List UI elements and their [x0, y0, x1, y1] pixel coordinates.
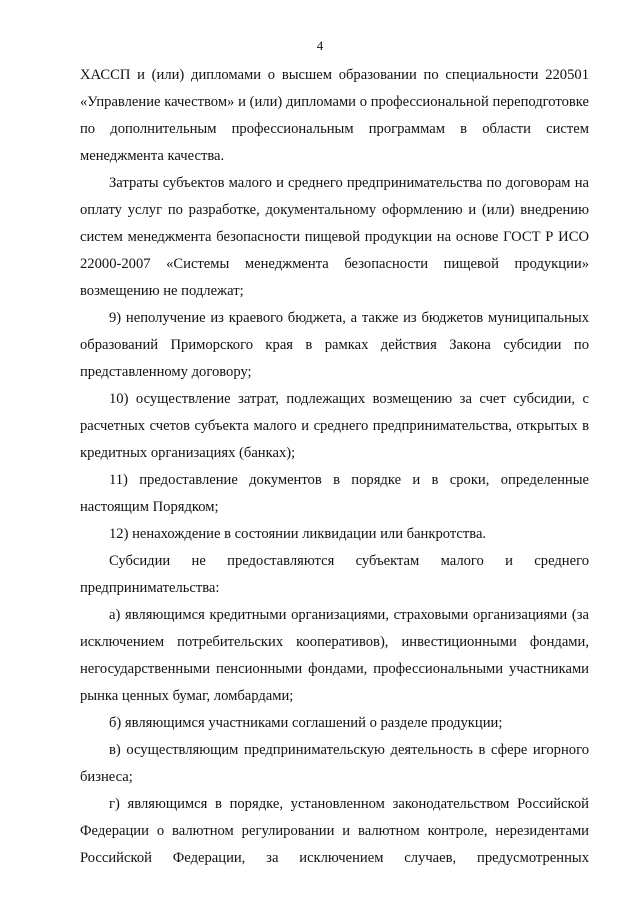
paragraph-10: в) осуществляющим предпринимательскую деятельность в сфере игорного бизнеса;	[80, 742, 589, 785]
paragraph-9: б) являющимся участниками соглашений о разделе продукции;	[109, 715, 503, 731]
paragraph-8: а) являющимся кредитными организациями, страховыми организациями (за исключением потребительских кооперативов), инвестиционными фондами, негосударственными пенсионными фондами, профессиональными участниками рынка ценных бумаг, ломбардами;	[80, 607, 589, 704]
paragraph-2: Затраты субъектов малого и среднего предпринимательства по договорам на оплату услуг по разработке, документальному оформлению и (или) внедрению систем менеджмента безопасности пищевой продукции на основе ГОСТ Р ИСО 22000-2007 «Системы менеджмента безопасности пищевой продукции» возмещению не подлежат;	[80, 175, 589, 299]
paragraph-6: 12) ненахождение в состоянии ликвидации или банкротства.	[109, 526, 487, 542]
paragraph-1: ХАССП и (или) дипломами о высшем образовании по специальности 220501 «Управление качеством» и (или) дипломами о профессиональной переподготовке по дополнительным профессиональным программам в области систем менеджмента качества.	[80, 67, 589, 164]
document-body	[80, 62, 589, 872]
paragraph-11: г) являющимся в порядке, установленном законодательством Российской Федерации о валютном регулировании и валютном контроле, нерезидентами Российской Федерации, за исключением случаев, предусмотренных	[80, 796, 589, 866]
paragraph-4: 10) осуществление затрат, подлежащих возмещению за счет субсидии, с расчетных счетов субъекта малого и среднего предпринимательства, открытых в кредитных организациях (банках);	[80, 391, 589, 461]
paragraph-5: 11) предоставление документов в порядке и в сроки, определенные настоящим Порядком;	[80, 472, 589, 515]
page-number: 4	[316, 38, 324, 53]
paragraph-7: Субсидии не предоставляются субъектам малого и среднего предпринимательства:	[80, 553, 589, 596]
paragraph-3: 9) неполучение из краевого бюджета, а также из бюджетов муниципальных образований Приморского края в рамках действия Закона субсидии по представленному договору;	[80, 310, 589, 380]
